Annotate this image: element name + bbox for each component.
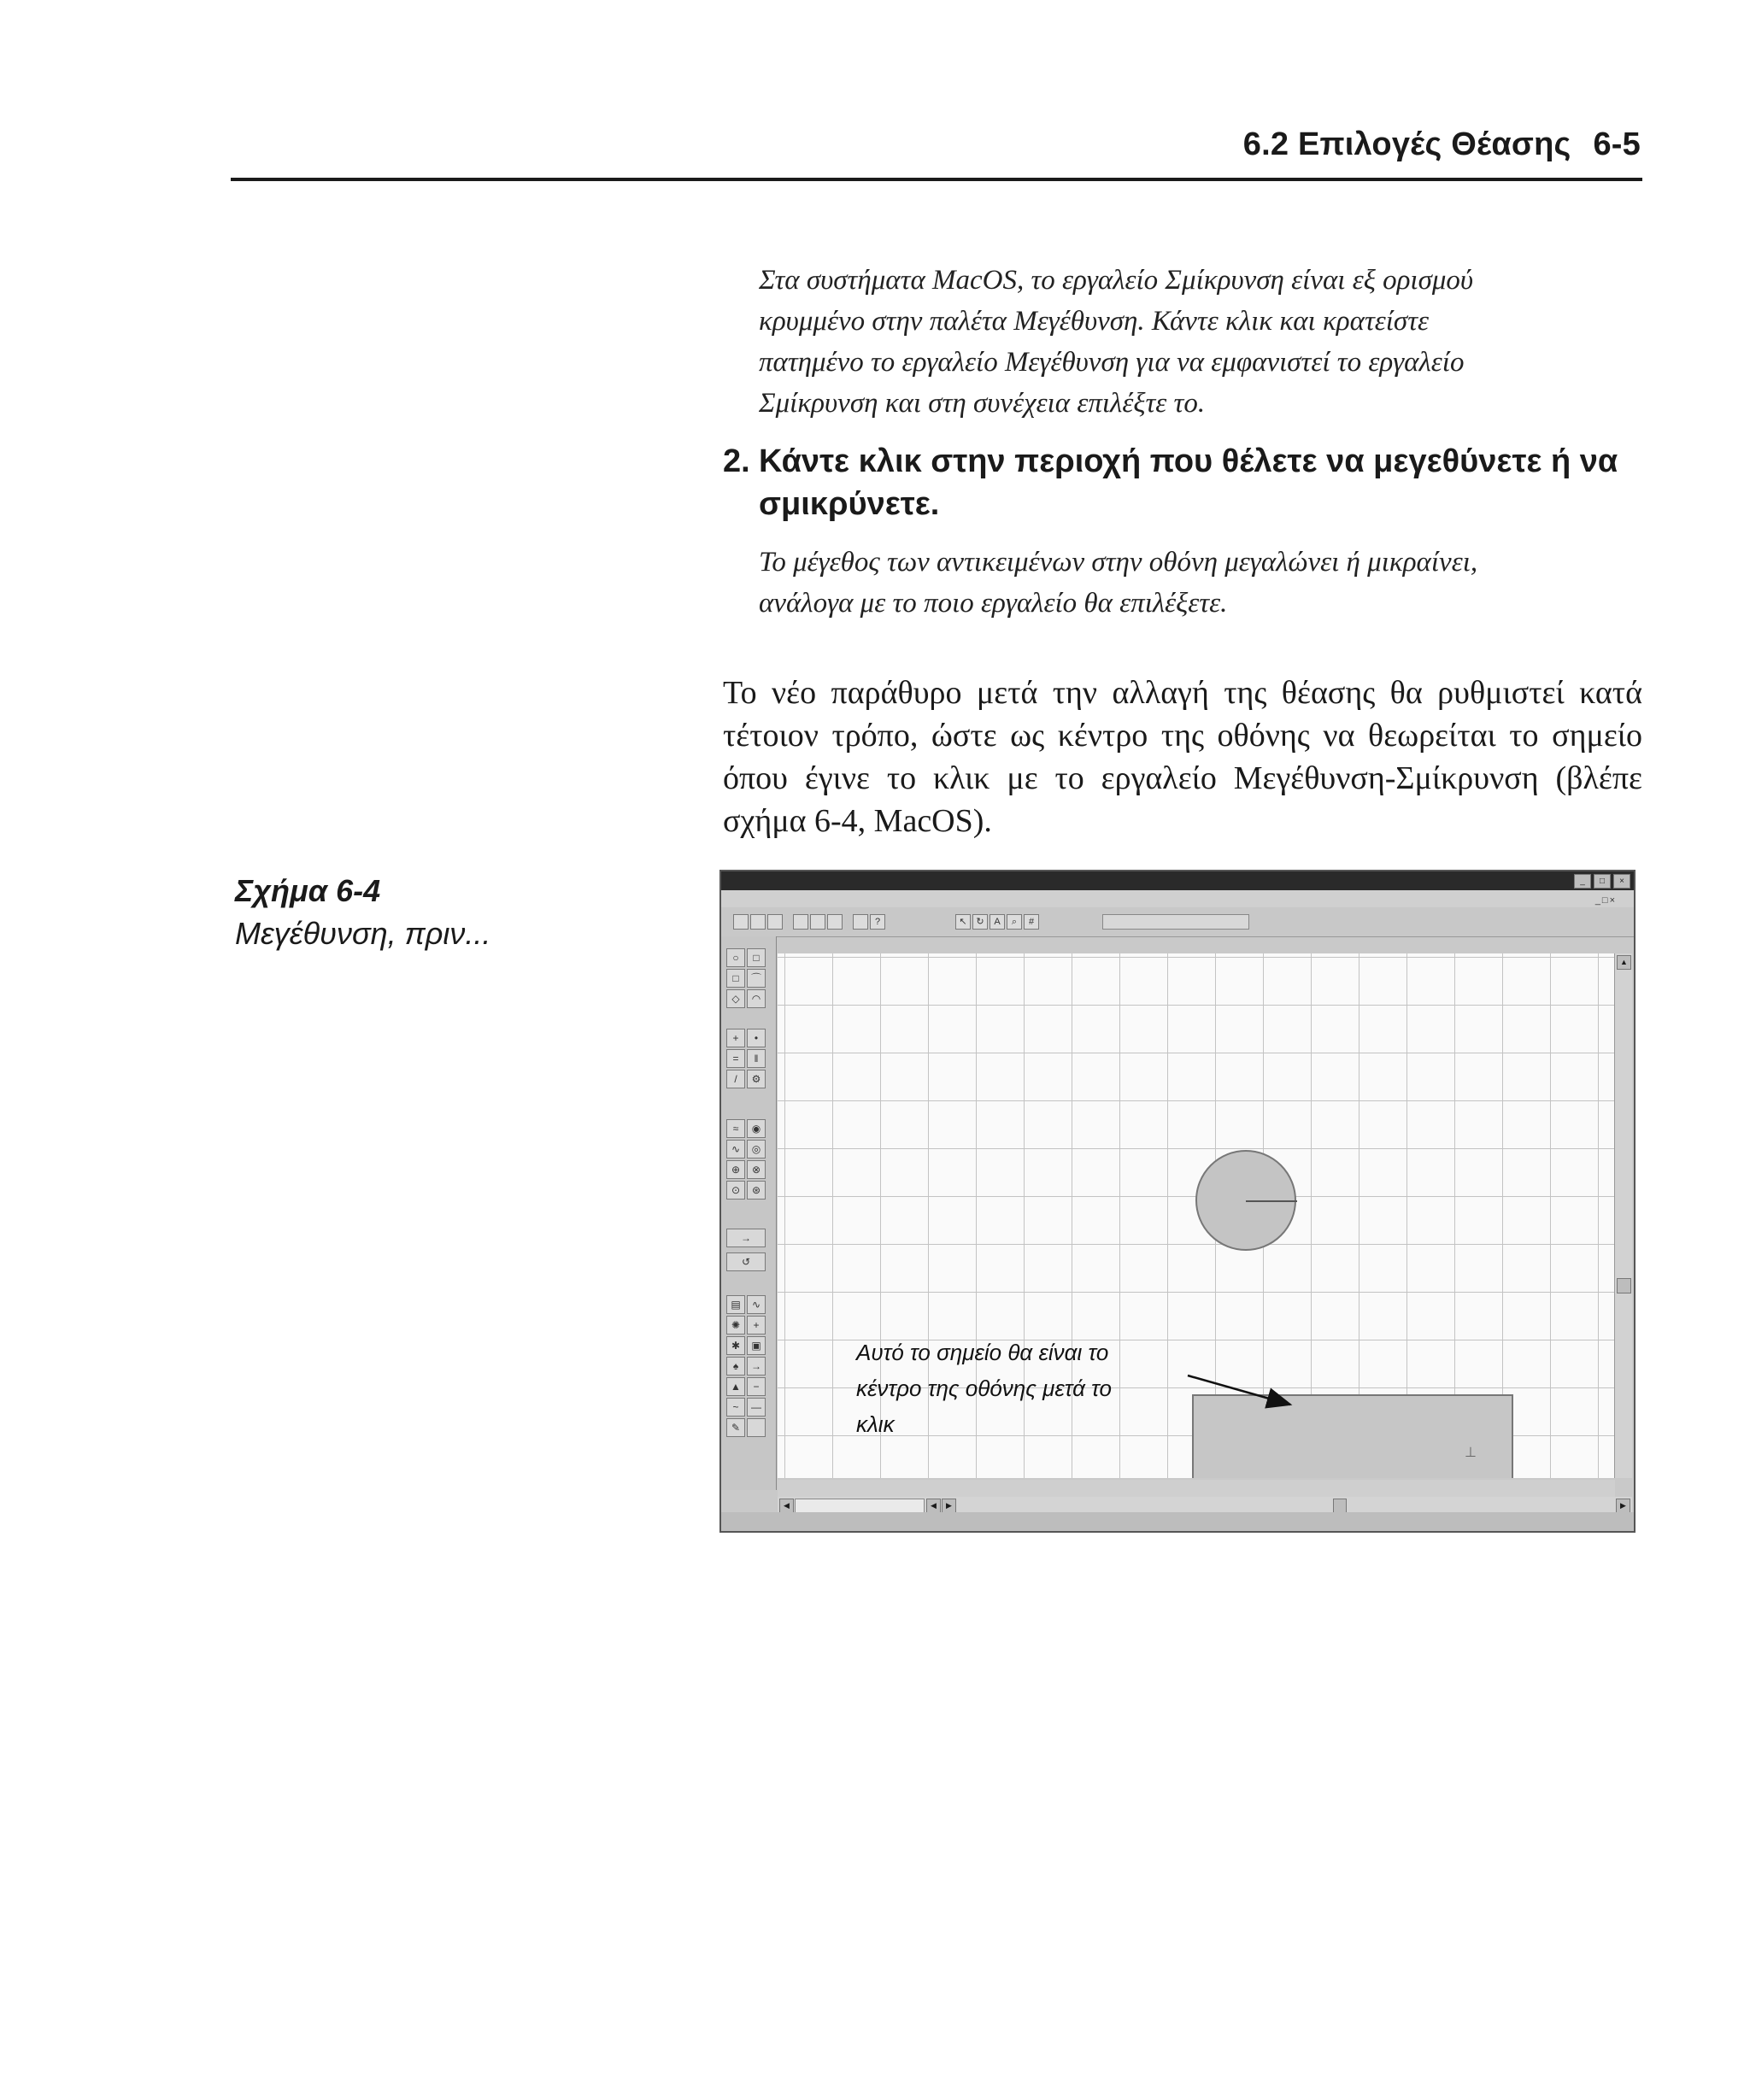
gear-icon[interactable]: ⚙ xyxy=(747,1070,766,1088)
paragraph-line: σχήμα 6-4, MacOS). xyxy=(723,803,992,839)
status-bar xyxy=(778,1480,1615,1497)
help-icon[interactable]: ? xyxy=(870,914,885,930)
damper-icon[interactable]: ◉ xyxy=(747,1119,766,1138)
step-line: Κάντε κλικ στην περιοχή που θέλετε να μεγεθύνετε ή να xyxy=(759,443,1618,479)
note-line: Το μέγεθος των αντικειμένων στην οθόνη μεγαλώνει ή μικραίνει, xyxy=(759,547,1478,578)
macos-note xyxy=(759,260,1647,424)
annotation-line: κλικ xyxy=(856,1411,895,1437)
paragraph-line: όπου έγινε το κλικ με το εργαλείο Μεγέθυνση-Σμίκρυνση (βλέπε xyxy=(723,760,1642,796)
scroll-thumb[interactable] xyxy=(1617,1278,1631,1293)
arrow-tool-icon[interactable]: ↖ xyxy=(955,914,971,930)
plus-icon[interactable]: + xyxy=(747,1316,766,1334)
brush-icon[interactable]: ✎ xyxy=(726,1418,745,1437)
open-icon[interactable] xyxy=(750,914,766,930)
window-title-bar xyxy=(721,871,1634,890)
annotation-line: κέντρο της οθόνης μετά το xyxy=(856,1376,1112,1401)
scroll-thumb[interactable] xyxy=(1333,1499,1347,1513)
cut-icon[interactable] xyxy=(793,914,808,930)
actuator-icon[interactable]: ⊗ xyxy=(747,1160,766,1179)
run-controls[interactable] xyxy=(1102,914,1249,930)
frame-forward-icon[interactable]: ▶ xyxy=(942,1499,956,1513)
pulley-icon[interactable]: ◎ xyxy=(747,1140,766,1159)
note-line: κρυμμένο στην παλέτα Μεγέθυνση. Κάντε κλικ και κρατείστε xyxy=(759,306,1430,337)
anchor-icon: ⊥ xyxy=(1465,1446,1477,1460)
circle-radius-line xyxy=(1246,1200,1297,1202)
empty-slot-icon[interactable] xyxy=(747,1418,766,1437)
note-line: Σμίκρυνση και στη συνέχεια επιλέξτε το. xyxy=(759,388,1206,419)
torque-button[interactable]: ↺ xyxy=(726,1252,766,1271)
window-bottom-edge xyxy=(721,1512,1634,1531)
vertical-scrollbar[interactable] xyxy=(1614,953,1632,1478)
arrow-right-icon[interactable]: → xyxy=(747,1357,766,1376)
square-tool-icon[interactable]: □ xyxy=(726,969,745,988)
drawing-canvas[interactable] xyxy=(778,953,1615,1478)
graph-icon[interactable]: ∿ xyxy=(747,1295,766,1314)
section-title: 6.2 Επιλογές Θέασης xyxy=(1242,126,1571,162)
figure-screenshot xyxy=(719,870,1635,1533)
spring-icon[interactable]: ≈ xyxy=(726,1119,745,1138)
menu-bar xyxy=(721,890,1634,907)
star-icon[interactable]: ✱ xyxy=(726,1336,745,1355)
rectangle-body[interactable] xyxy=(1192,1394,1513,1478)
hinge-icon[interactable]: ⊛ xyxy=(747,1181,766,1200)
text-icon[interactable]: A xyxy=(990,914,1005,930)
result-note xyxy=(759,542,1647,624)
note-line: ανάλογα με το ποιο εργαλείο θα επιλέξετε. xyxy=(759,588,1228,619)
tool-palette xyxy=(721,936,777,1490)
polygon-tool-icon[interactable]: ◇ xyxy=(726,989,745,1008)
running-header xyxy=(1243,126,1641,163)
triangle-icon[interactable]: ▲ xyxy=(726,1377,745,1396)
grid-icon[interactable]: # xyxy=(1024,914,1039,930)
rod-icon[interactable]: = xyxy=(726,1049,745,1068)
rotate-icon[interactable]: ↻ xyxy=(972,914,988,930)
pen-icon[interactable]: / xyxy=(726,1070,745,1088)
annotation-line: Αυτό το σημείο θα είναι το xyxy=(856,1340,1109,1365)
force-button[interactable]: → xyxy=(726,1229,766,1247)
step-line: σμικρύνετε. xyxy=(759,486,940,522)
frame-back-icon[interactable]: ◀ xyxy=(926,1499,941,1513)
step-number: 2. xyxy=(723,443,750,479)
scroll-left-icon[interactable]: ◀ xyxy=(779,1499,794,1513)
zoom-icon[interactable]: ⌕ xyxy=(1007,914,1022,930)
curve-tool-icon[interactable]: ⌒ xyxy=(747,969,766,988)
header-rule xyxy=(231,178,1642,181)
annotation-text xyxy=(856,1334,1198,1442)
caption-title: Σχήμα 6-4 xyxy=(235,873,381,908)
maximize-icon[interactable]: □ xyxy=(1594,874,1611,889)
minimize-icon[interactable]: _ xyxy=(1574,874,1591,889)
note-line: Στα συστήματα MacOS, το εργαλείο Σμίκρυνση είναι εξ ορισμού xyxy=(759,265,1474,296)
meter-icon[interactable]: ▤ xyxy=(726,1295,745,1314)
horizontal-scrollbar[interactable] xyxy=(778,1497,1632,1514)
body-paragraph xyxy=(723,672,1642,842)
anchor-icon[interactable]: • xyxy=(747,1029,766,1047)
rope-icon[interactable]: ∿ xyxy=(726,1140,745,1159)
lock-icon[interactable]: ♠ xyxy=(726,1357,745,1376)
scroll-up-icon[interactable]: ▲ xyxy=(1617,955,1631,970)
page-number: 6-5 xyxy=(1593,126,1641,162)
toolbar xyxy=(721,907,1634,937)
sun-icon[interactable]: ✺ xyxy=(726,1316,745,1334)
paragraph-line: τέτοιον τρόπο, ώστε ως κέντρο της οθόνης να θεωρείται το σημείο xyxy=(723,718,1642,754)
figure-caption xyxy=(235,870,490,955)
step-2 xyxy=(723,440,1654,525)
slot-icon[interactable]: ‖ xyxy=(747,1049,766,1068)
wave-icon[interactable]: ~ xyxy=(726,1398,745,1417)
print-icon[interactable] xyxy=(853,914,868,930)
curved-body-icon[interactable]: ◠ xyxy=(747,989,766,1008)
mdi-controls-icon[interactable]: _□× xyxy=(1594,895,1617,906)
copy-icon[interactable] xyxy=(810,914,825,930)
minus-icon[interactable]: − xyxy=(747,1377,766,1396)
scroll-right-icon[interactable]: ▶ xyxy=(1616,1499,1630,1513)
save-icon[interactable] xyxy=(767,914,783,930)
joint-icon[interactable]: ⊙ xyxy=(726,1181,745,1200)
rectangle-tool-icon[interactable]: □ xyxy=(747,948,766,967)
new-file-icon[interactable] xyxy=(733,914,749,930)
circle-tool-icon[interactable]: ○ xyxy=(726,948,745,967)
line-icon[interactable]: — xyxy=(747,1398,766,1417)
motor-icon[interactable]: ⊕ xyxy=(726,1160,745,1179)
paragraph-line: Το νέο παράθυρο μετά την αλλαγή της θέασης θα ρυθμιστεί κατά xyxy=(723,675,1642,711)
paste-icon[interactable] xyxy=(827,914,843,930)
frame-slider[interactable] xyxy=(795,1499,925,1513)
button-control-icon[interactable]: ▣ xyxy=(747,1336,766,1355)
point-icon[interactable]: + xyxy=(726,1029,745,1047)
note-line: πατημένο το εργαλείο Μεγέθυνση για να εμφανιστεί το εργαλείο xyxy=(759,347,1465,378)
caption-subtitle: Μεγέθυνση, πριν... xyxy=(235,916,491,951)
close-icon[interactable]: × xyxy=(1613,874,1630,889)
